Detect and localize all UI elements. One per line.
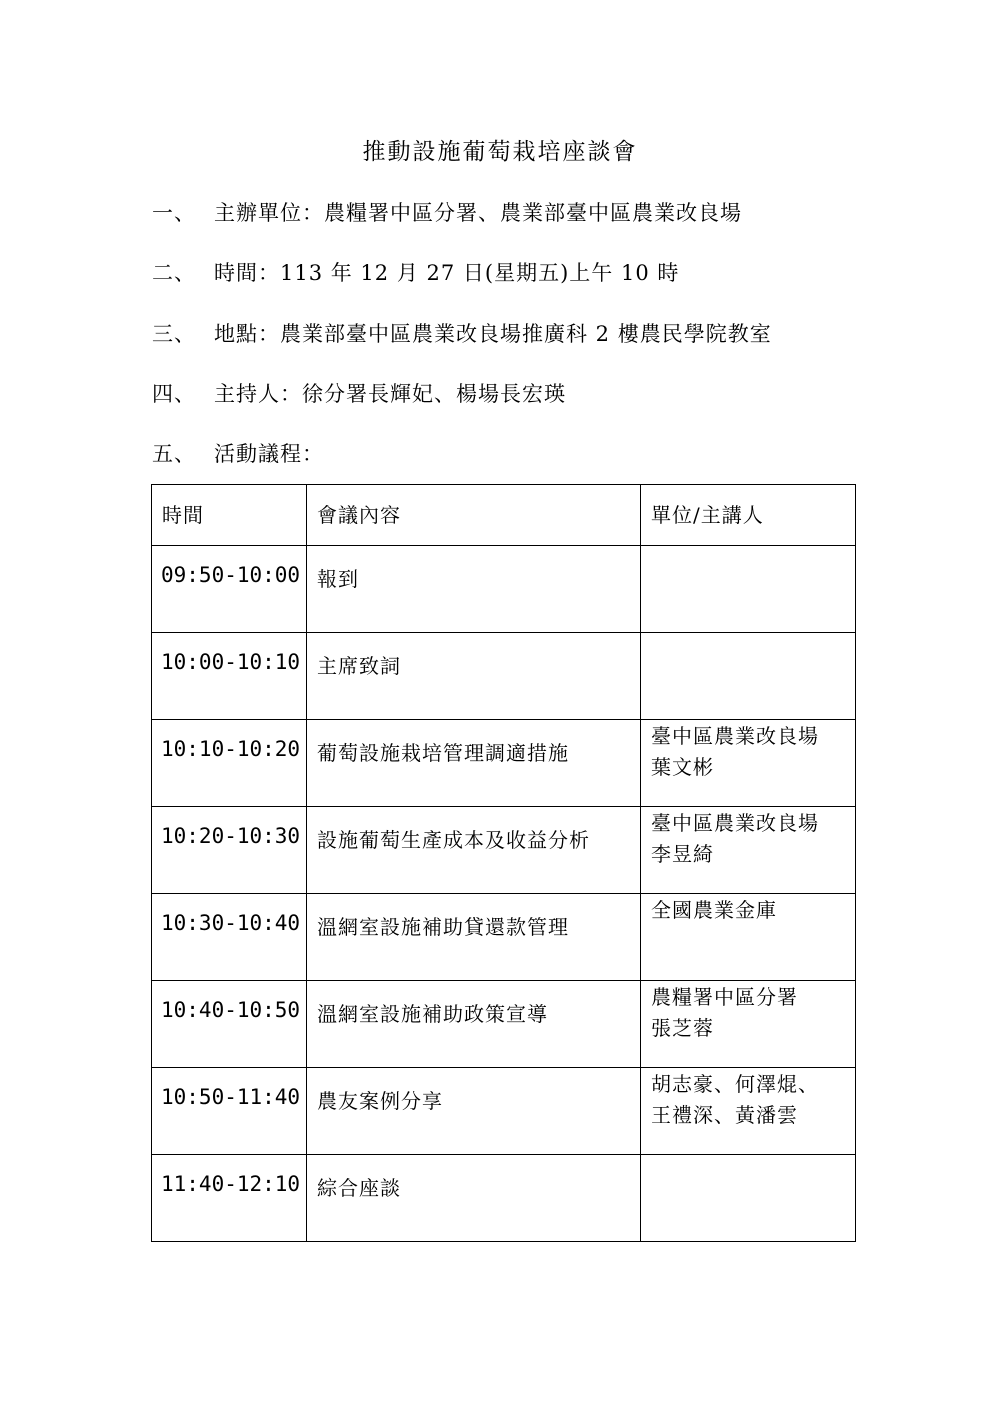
content-cell: 溫網室設施補助貸還款管理 [307,894,641,981]
table-row [152,981,856,1068]
item-label: 主持人： [214,382,302,406]
unit-cell [641,1155,856,1242]
table-row [152,1155,856,1242]
organizer-line [152,196,742,230]
host-value: 徐分署長輝妃、楊場長宏瑛 [302,382,566,406]
unit-cell: 胡志豪、何澤焜、 王禮深、黃潘雲 [641,1068,856,1155]
time-cell: 10:20-10:30 [152,807,307,894]
table-row [152,720,856,807]
header-cell-unit: 單位/主講人 [641,485,856,546]
table-row [152,1068,856,1155]
item-number: 五、 [152,442,196,466]
unit-cell: 臺中區農業改良場 李昱綺 [641,807,856,894]
document-title: 推動設施葡萄栽培座談會 [362,139,638,165]
time-cell: 11:40-12:10 [152,1155,307,1242]
unit-cell [641,633,856,720]
unit-cell: 農糧署中區分署 張芝蓉 [641,981,856,1068]
table-header-row [152,485,856,546]
time-cell: 10:30-10:40 [152,894,307,981]
unit-cell: 全國農業金庫 [641,894,856,981]
item-number: 三、 [152,322,196,346]
header-cell-content: 會議內容 [307,485,641,546]
table-row [152,546,856,633]
agenda-table [151,484,856,1242]
content-cell: 葡萄設施栽培管理調適措施 [307,720,641,807]
time-cell: 09:50-10:00 [152,546,307,633]
time-cell: 10:10-10:20 [152,720,307,807]
content-cell: 溫網室設施補助政策宣導 [307,981,641,1068]
item-number: 一、 [152,201,196,225]
unit-cell: 臺中區農業改良場 葉文彬 [641,720,856,807]
host-line [152,377,566,411]
item-number: 二、 [152,261,196,285]
table-row [152,633,856,720]
unit-cell [641,546,856,633]
header-cell-time: 時間 [152,485,307,546]
item-label: 時間： [214,261,280,285]
item-label: 活動議程： [214,442,324,466]
organizer-value: 農糧署中區分署、農業部臺中區農業改良場 [324,201,742,225]
content-cell: 設施葡萄生產成本及收益分析 [307,807,641,894]
item-number: 四、 [152,382,196,406]
content-cell: 主席致詞 [307,633,641,720]
time-cell: 10:00-10:10 [152,633,307,720]
location-value: 農業部臺中區農業改良場推廣科 2 樓農民學院教室 [280,322,772,346]
content-cell: 農友案例分享 [307,1068,641,1155]
table-row [152,894,856,981]
time-cell: 10:50-11:40 [152,1068,307,1155]
table-row [152,807,856,894]
item-label: 主辦單位： [214,201,324,225]
location-line [152,317,772,351]
time-line [152,256,679,290]
item-label: 地點： [214,322,280,346]
time-cell: 10:40-10:50 [152,981,307,1068]
content-cell: 報到 [307,546,641,633]
time-value: 113 年 12 月 27 日(星期五)上午 10 時 [280,261,680,285]
agenda-heading-line [152,437,324,471]
content-cell: 綜合座談 [307,1155,641,1242]
